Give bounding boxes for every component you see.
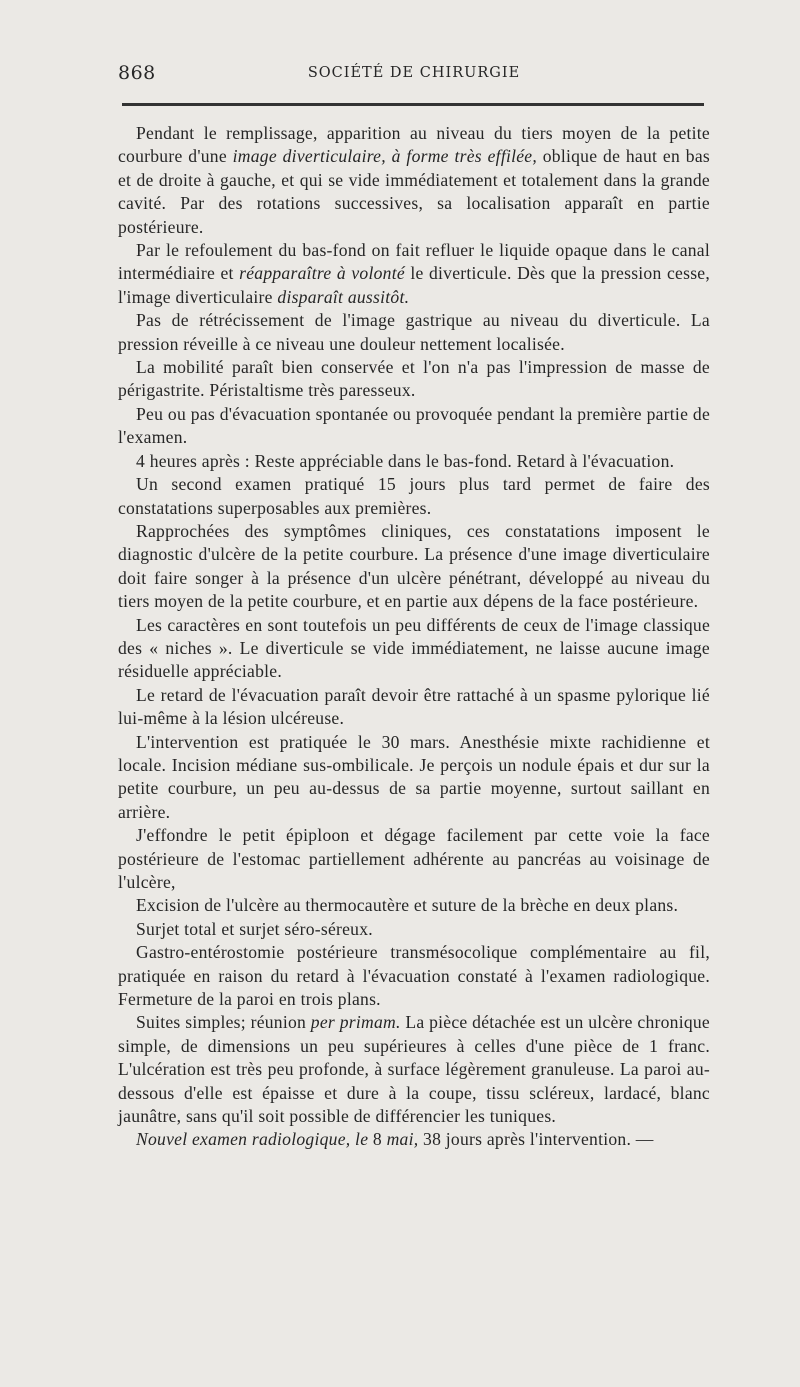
paragraph: Gastro-entérostomie postérieure transmésocolique complémentaire au fil, pratiquée en raison du retard à l'évacuation constaté à l'examen radiologique. Fermeture de la paroi en trois plans. bbox=[118, 942, 710, 1010]
body-text bbox=[118, 122, 710, 1152]
paragraph: J'effondre le petit épiploon et dégage facilement par cette voie la face postérieure de l'estomac partiellement adhérente au pancréas au voisinage de l'ulcère, bbox=[118, 825, 710, 892]
italic-run: Nouvel examen radiologique, le bbox=[136, 1129, 369, 1150]
text-run: Pendant le remplissage, apparition au niveau du tiers moyen de la petite courbure d'une bbox=[118, 123, 710, 167]
page-number: 868 bbox=[118, 62, 156, 84]
text-run: le diverticule. Dès que la pression cesse, l'image diverticulaire bbox=[118, 263, 710, 307]
italic-run: image diverticulaire, à forme très effilée, bbox=[232, 146, 537, 167]
text-run: 8 bbox=[368, 1129, 387, 1150]
paragraph: Peu ou pas d'évacuation spontanée ou provoquée pendant la première partie de l'examen. bbox=[118, 403, 710, 448]
paragraph bbox=[118, 1128, 710, 1151]
paragraph: La mobilité paraît bien conservée et l'on n'a pas l'impression de masse de périgastrite. Péristaltisme très paresseux. bbox=[118, 357, 710, 401]
page-header bbox=[118, 60, 710, 90]
text-run: La pièce détachée est un ulcère chronique simple, de dimensions un peu supérieures à celles d'une pièce de 1 franc. L'ulcération est très peu profonde, à surface légèrement granuleuse. La paroi au-dessous d'elle est épaisse et dure à la coupe, tissu scléreux, lardacé, blanc jaunâtre, sans qu'il soit possible de différencier les tuniques. bbox=[118, 1012, 710, 1127]
running-head: SOCIÉTÉ DE CHIRURGIE bbox=[307, 65, 521, 81]
paragraph: Un second examen pratiqué 15 jours plus tard permet de faire des constatations superposables aux premières. bbox=[118, 474, 710, 518]
text-run: Par le refoulement du bas-fond on fait refluer le liquide opaque dans le canal intermédiaire et bbox=[118, 240, 710, 284]
paragraph: Les caractères en sont toutefois un peu différents de ceux de l'image classique des « niches ». Le diverticule se vide immédiatement, ne laisse aucune image résiduelle appréciable. bbox=[118, 614, 710, 682]
italic-run: réapparaître à volonté bbox=[239, 263, 405, 284]
header-rule bbox=[122, 103, 704, 106]
paragraph: Excision de l'ulcère au thermocautère et suture de la brèche en deux plans. bbox=[136, 895, 679, 916]
text-run: Suites simples; réunion bbox=[136, 1012, 311, 1033]
paragraph bbox=[118, 239, 710, 309]
paragraph: L'intervention est pratiquée le 30 mars. Anesthésie mixte rachidienne et locale. Incision médiane sus-ombilicale. Je perçois un nodule épais et dur sur la petite courbure, un peu au-dessus de sa partie moyenne, surtout saillant en arrière. bbox=[118, 731, 710, 822]
paragraph: Rapprochées des symptômes cliniques, ces constatations imposent le diagnostic d'ulcère de la petite courbure. La présence d'une image diverticulaire doit faire songer à la présence d'un ulcère pénétrant, développé au niveau du tiers moyen de la petite courbure, et en partie aux dépens de la face postérieure. bbox=[118, 520, 710, 612]
paragraph bbox=[118, 122, 710, 239]
text-run: oblique de haut en bas et de droite à gauche, et qui se vide immédiatement et totalement dans la grande cavité. Par des rotations successives, sa localisation apparaît en partie postérieure. bbox=[118, 146, 710, 237]
paragraph: 4 heures après : Reste appréciable dans le bas-fond. Retard à l'évacuation. bbox=[136, 450, 675, 471]
paragraph bbox=[118, 1011, 710, 1128]
italic-run: per primam. bbox=[310, 1012, 401, 1033]
paragraph: Pas de rétrécissement de l'image gastrique au niveau du diverticule. La pression réveille à ce niveau une douleur nettement localisée. bbox=[118, 310, 710, 354]
italic-run: disparaît aussitôt. bbox=[277, 286, 410, 307]
paragraph: Le retard de l'évacuation paraît devoir être rattaché à un spasme pylorique lié lui-même à la lésion ulcéreuse. bbox=[118, 684, 710, 729]
paragraph: Surjet total et surjet séro-séreux. bbox=[136, 918, 373, 939]
italic-run: mai, bbox=[386, 1129, 419, 1150]
text-run: 38 jours après l'intervention. — bbox=[418, 1129, 654, 1150]
